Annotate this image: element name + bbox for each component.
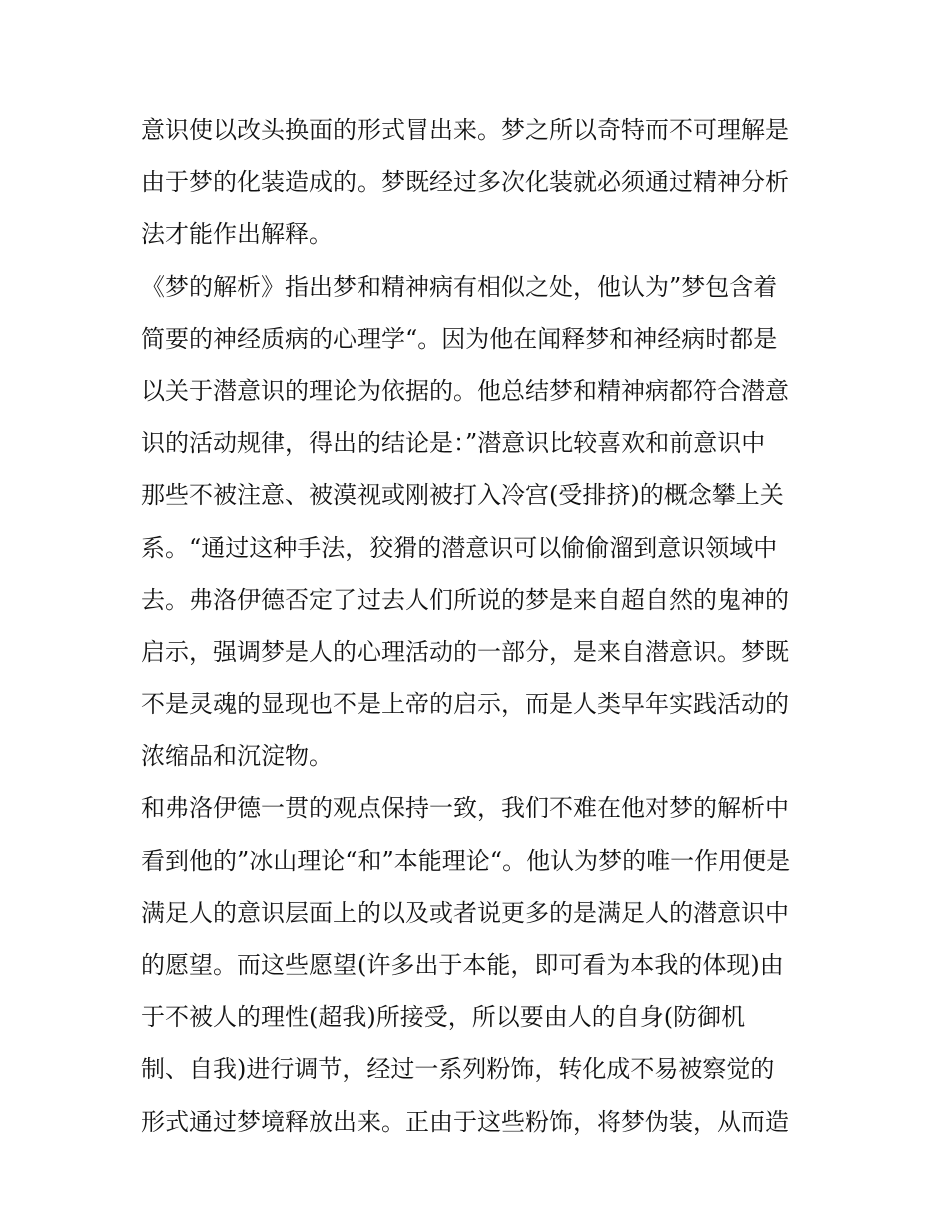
text-line: 制、自我)进行调节，经过一系列粉饰，转化成不易被察觉的 <box>141 1055 775 1084</box>
text-line: 那些不被注意、被漠视或刚被打入冷宫(受排挤)的概念攀上关 <box>141 481 784 510</box>
text-line: 不是灵魂的显现也不是上帝的启示，而是人类早年实践活动的 <box>141 690 789 719</box>
text-line: 由于梦的化装造成的。梦既经过多次化装就必须通过精神分析 <box>141 168 789 197</box>
text-line: 《梦的解析》指出梦和精神病有相似之处，他认为”梦包含着 <box>141 272 778 301</box>
text-line: 和弗洛伊德一贯的观点保持一致，我们不难在他对梦的解析中 <box>141 794 789 823</box>
text-line: 系。“通过这种手法，狡猾的潜意识可以偷偷溜到意识领域中 <box>141 533 778 562</box>
text-line: 识的活动规律，得出的结论是：”潜意识比较喜欢和前意识中 <box>141 429 766 458</box>
text-line: 浓缩品和沉淀物。 <box>141 742 333 771</box>
document-body <box>141 104 821 1148</box>
text-line: 去。弗洛伊德否定了过去人们所说的梦是来自超自然的鬼神的 <box>141 585 789 614</box>
text-line: 的愿望。而这些愿望(许多出于本能，即可看为本我的体现)由 <box>141 951 784 979</box>
text-line: 形式通过梦境释放出来。正由于这些粉饰，将梦伪装，从而造 <box>141 1107 789 1136</box>
text-line: 简要的神经质病的心理学“。因为他在闻释梦和神经病时都是 <box>141 324 778 353</box>
text-line: 意识使以改头换面的形式冒出来。梦之所以奇特而不可理解是 <box>141 116 789 144</box>
text-line: 于不被人的理性(超我)所接受，所以要由人的自身(防御机 <box>141 1003 746 1032</box>
text-line: 以关于潜意识的理论为依据的。他总结梦和精神病都符合潜意 <box>141 376 789 405</box>
text-line: 启示，强调梦是人的心理活动的一部分，是来自潜意识。梦既 <box>141 637 789 666</box>
text-line: 法才能作出解释。 <box>141 220 333 249</box>
text-line: 看到他的”冰山理论“和”本能理论“。他认为梦的唯一作用便是 <box>141 846 791 875</box>
text-line: 满足人的意识层面上的以及或者说更多的是满足人的潜意识中 <box>141 898 789 927</box>
